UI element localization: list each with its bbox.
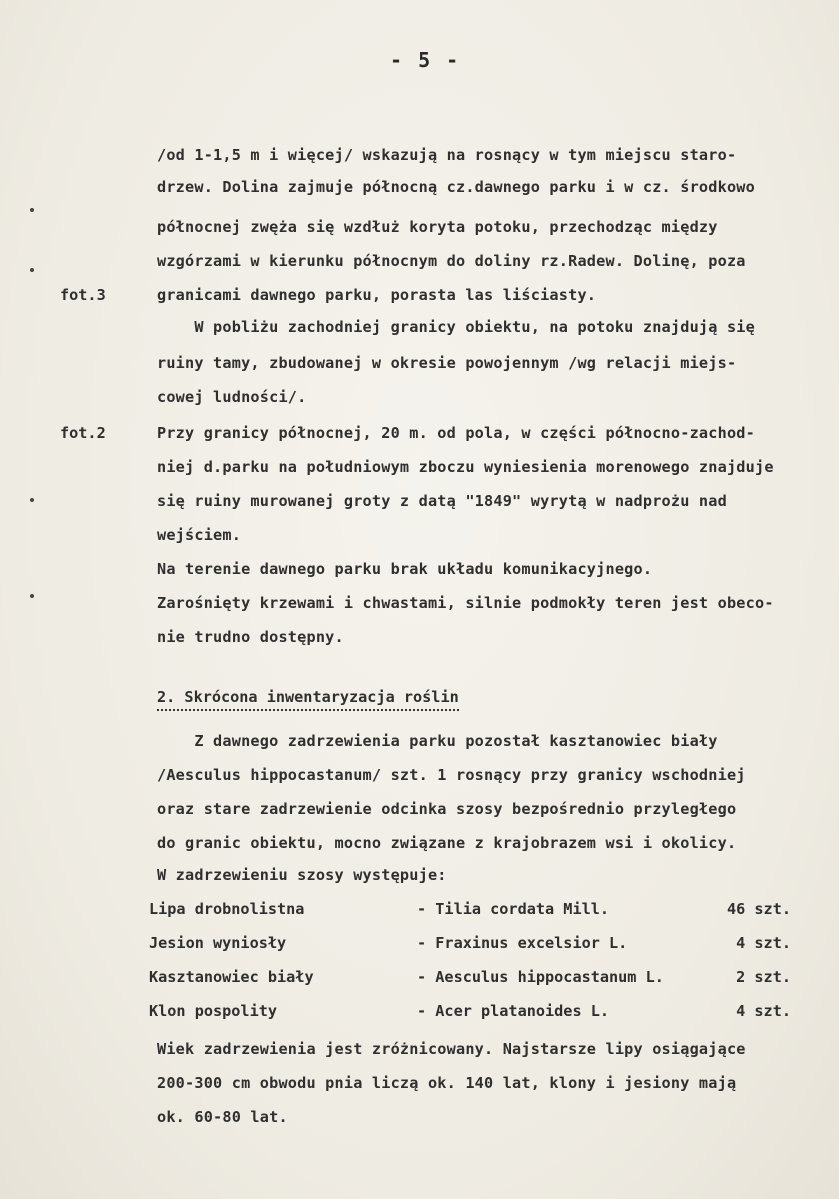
margin-note-photo: fot.2 <box>60 424 106 442</box>
text-line: wejściem. <box>157 526 242 544</box>
species-latin: - Acer platanoides L. <box>417 1002 610 1020</box>
species-count: 4 szt. <box>736 1002 791 1020</box>
text-line: północnej zwęża się wzdłuż koryta potoku, przechodząc między <box>157 218 718 236</box>
text-line: Na terenie dawnego parku brak układu komunikacyjnego. <box>157 560 653 578</box>
species-name: Lipa drobnolistna <box>149 900 305 918</box>
species-name: Kasztanowiec biały <box>149 968 314 986</box>
species-row <box>149 934 809 956</box>
text-line: W zadrzewieniu szosy występuje: <box>157 866 447 884</box>
margin-dot <box>30 594 34 598</box>
text-line: nie trudno dostępny. <box>157 628 344 646</box>
species-row <box>149 968 809 990</box>
text-line: do granic obiektu, mocno związane z krajobrazem wsi i okolicy. <box>157 834 737 852</box>
section-heading: 2. Skrócona inwentaryzacja roślin <box>157 688 459 711</box>
text-line: wzgórzami w kierunku północnym do doliny rz.Radew. Dolinę, poza <box>157 252 746 270</box>
species-name: Jesion wyniosły <box>149 934 287 952</box>
species-count: 2 szt. <box>736 968 791 986</box>
text-line: Wiek zadrzewienia jest zróżnicowany. Najstarsze lipy osiągające <box>157 1040 746 1058</box>
margin-dot <box>30 208 34 212</box>
text-line: ok. 60-80 lat. <box>157 1108 288 1126</box>
text-line: /Aesculus hippocastanum/ szt. 1 rosnący przy granicy wschodniej <box>157 766 746 784</box>
text-line: W pobliżu zachodniej granicy obiektu, na potoku znajdują się <box>157 318 755 336</box>
margin-dot <box>30 268 34 272</box>
text-line: 200-300 cm obwodu pnia liczą ok. 140 lat, klony i jesiony mają <box>157 1074 737 1092</box>
text-line: Zarośnięty krzewami i chwastami, silnie podmokły teren jest obeco- <box>157 594 774 612</box>
species-latin: - Aesculus hippocastanum L. <box>417 968 664 986</box>
species-count: 4 szt. <box>736 934 791 952</box>
text-line: granicami dawnego parku, porasta las liściasty. <box>157 286 597 304</box>
species-row <box>149 1002 809 1024</box>
text-line: cowej ludności/. <box>157 388 307 406</box>
species-count: 46 szt. <box>726 900 791 918</box>
text-line: się ruiny murowanej groty z datą "1849" wyrytą w nadprożu nad <box>157 492 727 510</box>
species-name: Klon pospolity <box>149 1002 278 1020</box>
text-line: niej d.parku na południowym zboczu wyniesienia morenowego znajduje <box>157 458 774 476</box>
species-latin: - Tilia cordata Mill. <box>417 900 610 918</box>
margin-note-photo: fot.3 <box>60 286 106 304</box>
page-number: - 5 - <box>390 48 461 72</box>
text-line: ruiny tamy, zbudowanej w okresie powojennym /wg relacji miejs- <box>157 354 737 372</box>
text-line: Przy granicy północnej, 20 m. od pola, w części północno-zachod- <box>157 424 755 442</box>
text-line: drzew. Dolina zajmuje północną cz.dawnego parku i w cz. środkowo <box>157 178 755 196</box>
margin-dot <box>30 498 34 502</box>
text-line: /od 1-1,5 m i więcej/ wskazują na rosnący w tym miejscu staro- <box>157 146 737 164</box>
text-line: Z dawnego zadrzewienia parku pozostał kasztanowiec biały <box>157 732 718 750</box>
species-latin: - Fraxinus excelsior L. <box>417 934 628 952</box>
text-line: oraz stare zadrzewienie odcinka szosy bezpośrednio przyległego <box>157 800 737 818</box>
species-row <box>149 900 809 922</box>
